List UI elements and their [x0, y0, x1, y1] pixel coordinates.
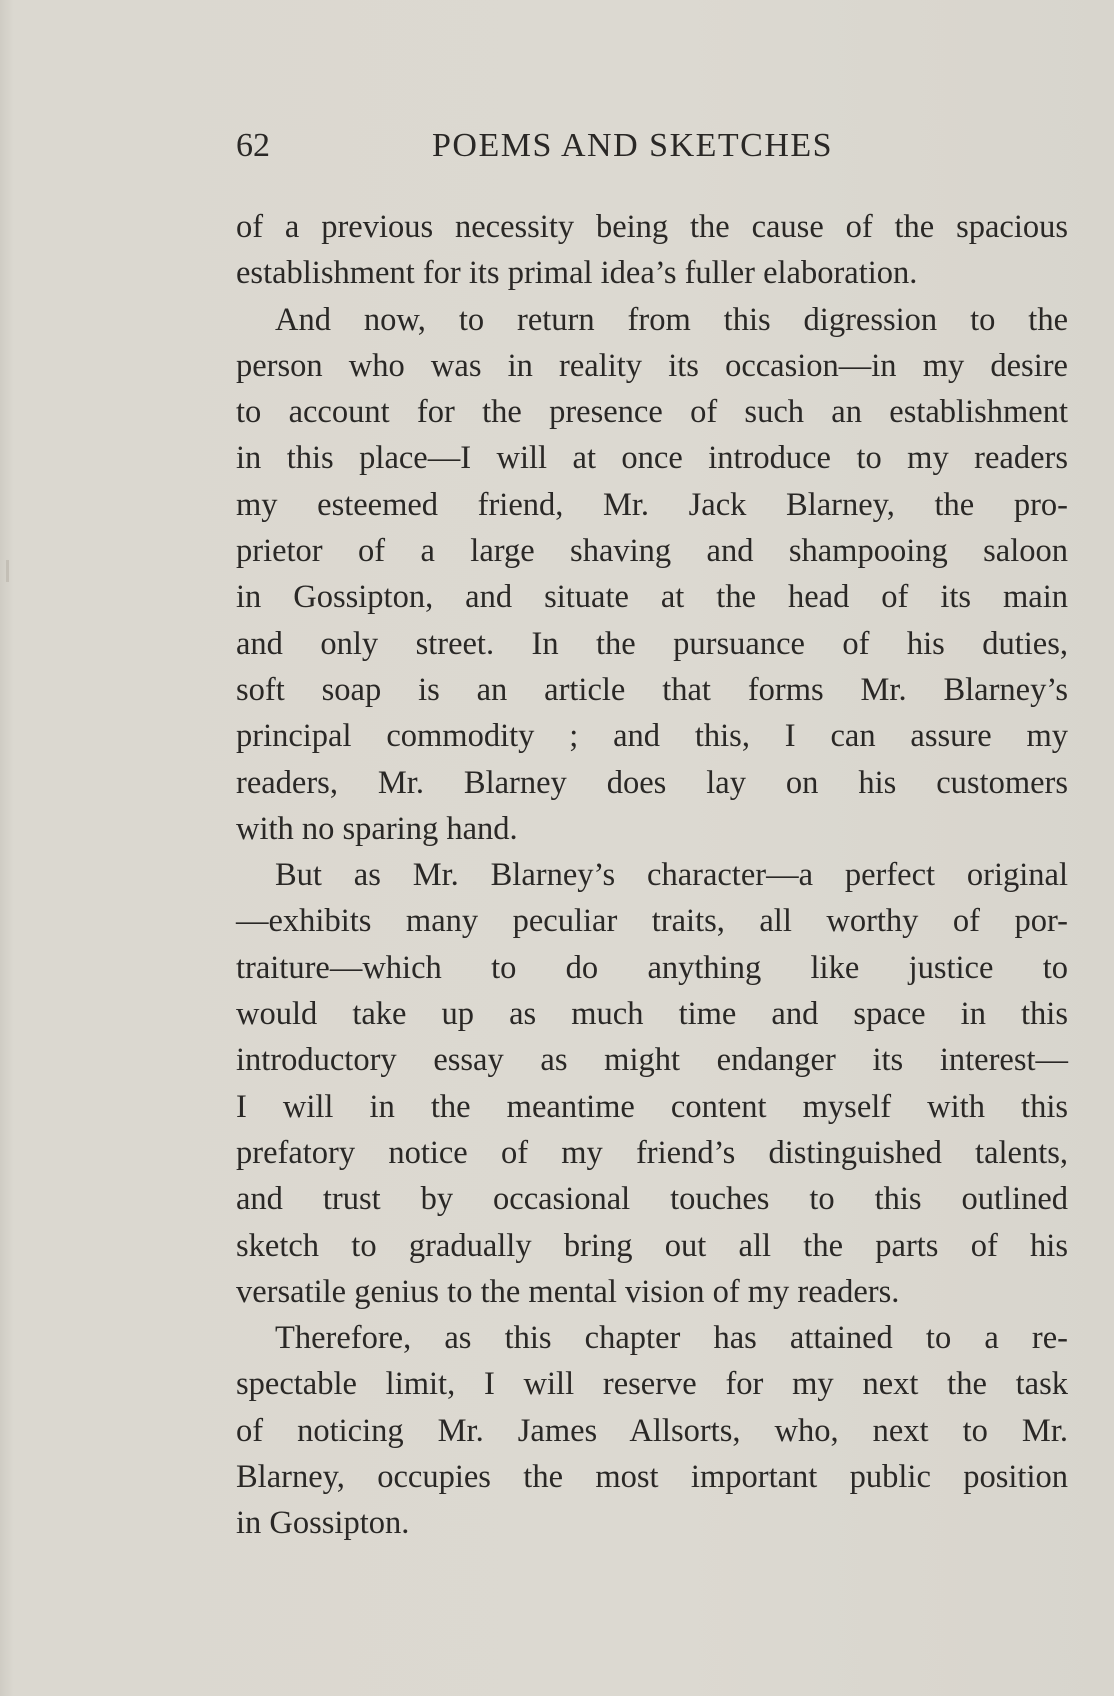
text-line: in Gossipton, and situate at the head of its main	[236, 579, 1068, 616]
page-number: 62	[236, 127, 270, 164]
text-line: person who was in reality its occasion—in my desire	[236, 347, 1068, 384]
text-line: introductory essay as might endanger its interest—	[236, 1042, 1068, 1079]
text-line: with no sparing hand.	[236, 810, 518, 847]
text-line: readers, Mr. Blarney does lay on his customers	[236, 764, 1068, 801]
text-line: prietor of a large shaving and shampooing saloon	[236, 533, 1068, 570]
page-edge-mark	[6, 560, 9, 582]
text-line: principal commodity ; and this, I can assure my	[236, 718, 1068, 755]
text-line: traiture—which to do anything like justice to	[236, 949, 1068, 986]
text-line: prefatory notice of my friend’s distinguished talents,	[236, 1134, 1068, 1171]
text-line: soft soap is an article that forms Mr. Blarney’s	[236, 671, 1068, 708]
page-header	[236, 124, 1068, 168]
text-line: But as Mr. Blarney’s character—a perfect original	[275, 857, 1068, 894]
text-line: Blarney, occupies the most important public position	[236, 1459, 1068, 1496]
text-line: in this place—I will at once introduce to my readers	[236, 440, 1068, 477]
running-head: POEMS AND SKETCHES	[432, 127, 834, 164]
text-line: and trust by occasional touches to this outlined	[236, 1181, 1068, 1218]
body-text	[236, 204, 1068, 1547]
text-line: and only street. In the pursuance of his duties,	[236, 625, 1068, 662]
text-line: of a previous necessity being the cause of the spacious	[236, 209, 1068, 245]
text-line: establishment for its primal idea’s fuller elaboration.	[236, 255, 918, 292]
text-line: versatile genius to the mental vision of my readers.	[236, 1273, 900, 1310]
text-line: And now, to return from this digression to the	[275, 301, 1068, 338]
text-line: spectable limit, I will reserve for my next the task	[236, 1366, 1068, 1403]
text-line: would take up as much time and space in this	[236, 996, 1068, 1033]
text-line: my esteemed friend, Mr. Jack Blarney, the pro-	[236, 486, 1068, 523]
text-line: of noticing Mr. James Allsorts, who, next to Mr.	[236, 1412, 1068, 1449]
text-line: I will in the meantime content myself with this	[236, 1088, 1068, 1125]
text-line: Therefore, as this chapter has attained to a re-	[275, 1320, 1068, 1357]
text-line: to account for the presence of such an establishment	[236, 394, 1068, 431]
text-line: sketch to gradually bring out all the parts of his	[236, 1227, 1068, 1264]
text-line: in Gossipton.	[236, 1505, 410, 1542]
text-line: —exhibits many peculiar traits, all worthy of por-	[236, 903, 1068, 940]
